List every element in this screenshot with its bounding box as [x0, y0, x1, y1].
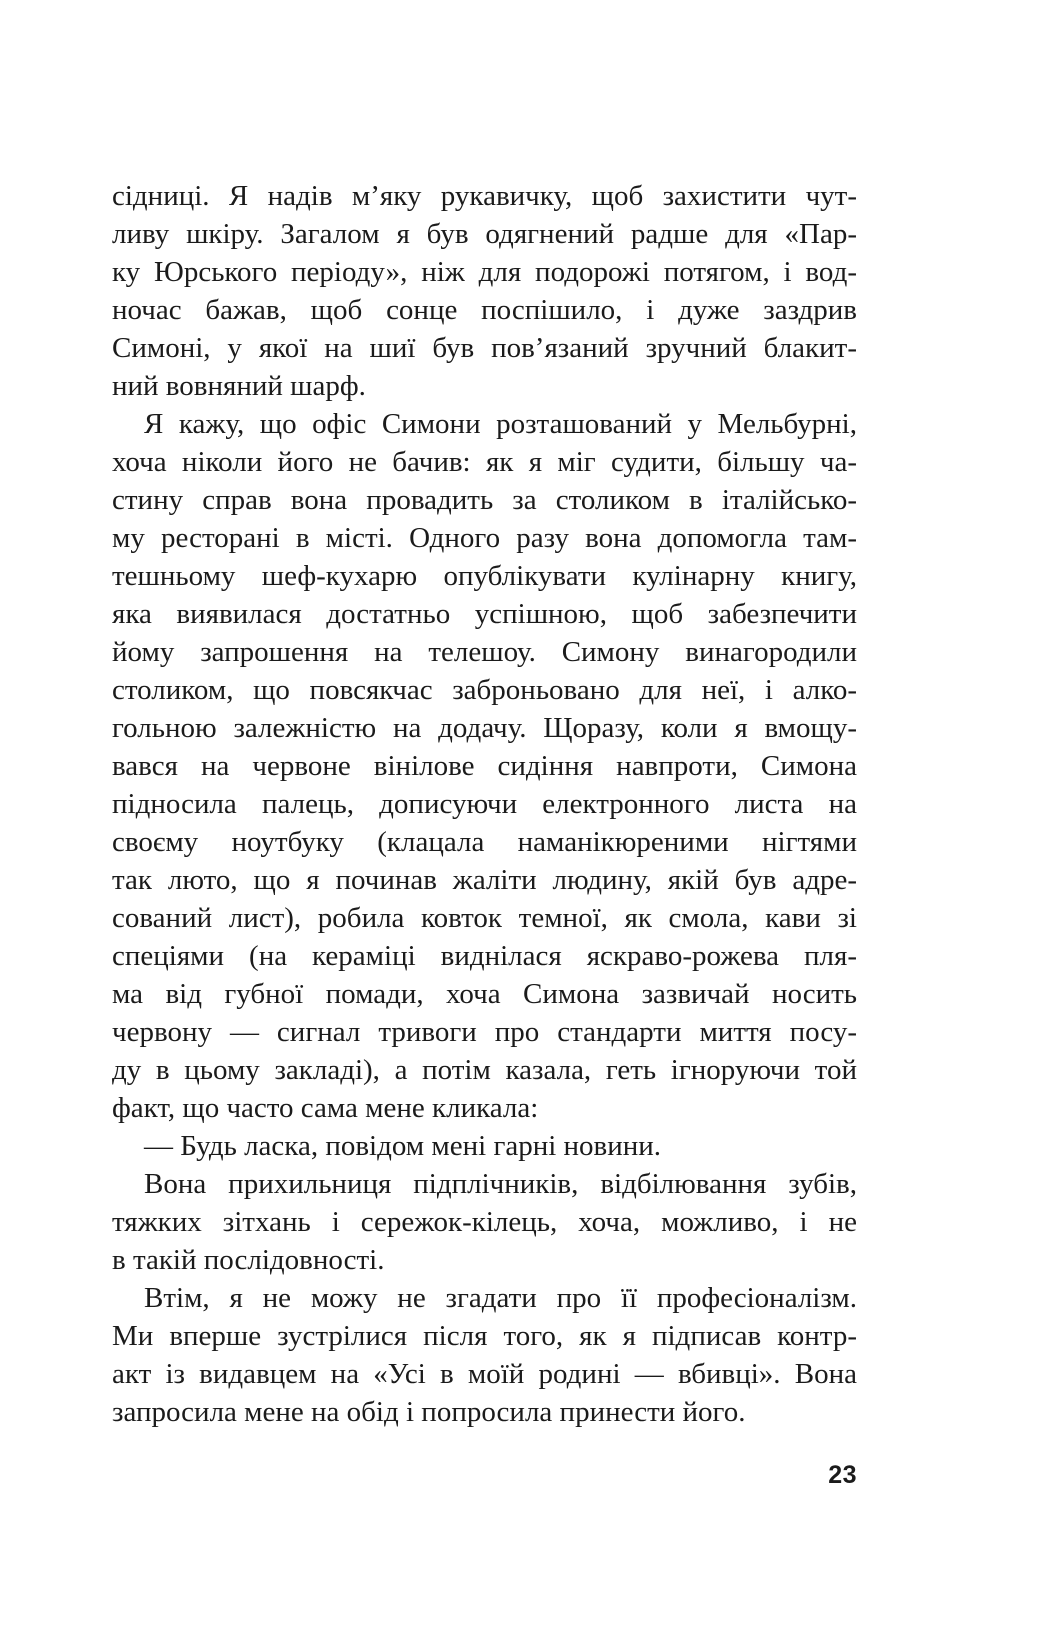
paragraph-5 — [112, 1279, 857, 1431]
text-line: сований лист), робила ковток темної, як смола, кави зі — [112, 902, 857, 934]
text-line: сідниці. Я надів м’яку рукавичку, щоб захистити чут- — [112, 180, 857, 212]
text-line: хоча ніколи його не бачив: як я міг судити, більшу ча- — [112, 446, 857, 478]
paragraph-2 — [112, 405, 857, 1127]
paragraph-1 — [112, 177, 857, 405]
text-line: запросила мене на обід і попросила принести його. — [112, 1396, 746, 1428]
text-line: акт із видавцем на «Усі в моїй родині — вбивці». Вона — [112, 1358, 857, 1390]
text-line: підносила палець, дописуючи електронного листа на — [112, 788, 857, 820]
text-line: Вона прихильниця підплічників, відбілювання зубів, — [144, 1168, 857, 1200]
text-line: в такій послідовності. — [112, 1244, 385, 1276]
text-line: тешньому шеф-кухарю опублікувати кулінарну книгу, — [112, 560, 857, 592]
text-line: Симоні, у якої на шиї був пов’язаний зручний блакит- — [112, 332, 857, 364]
text-line: ма від губної помади, хоча Симона зазвичай носить — [112, 978, 857, 1010]
text-line: Ми вперше зустрілися після того, як я підписав контр- — [112, 1320, 857, 1352]
text-line: факт, що часто сама мене кликала: — [112, 1092, 539, 1124]
text-line: ку Юрського періоду», ніж для подорожі потягом, і вод- — [112, 256, 857, 288]
text-line: спеціями (на кераміці виднілася яскраво-рожева пля- — [112, 940, 857, 972]
text-line: ночас бажав, щоб сонце поспішило, і дуже заздрив — [112, 294, 857, 326]
paragraph-3-dialogue — [112, 1127, 857, 1165]
text-line: Я кажу, що офіс Симони розташований у Мельбурні, — [144, 408, 857, 440]
paragraph-4 — [112, 1165, 857, 1279]
text-line: гольною залежністю на додачу. Щоразу, коли я вмощу- — [112, 712, 857, 744]
text-line: столиком, що повсякчас заброньовано для неї, і алко- — [112, 674, 857, 706]
text-line: тяжких зітхань і сережок-кілець, хоча, можливо, і не — [112, 1206, 857, 1238]
text-line: яка виявилася достатньо успішною, щоб забезпечити — [112, 598, 857, 630]
text-line: — Будь ласка, повідом мені гарні новини. — [144, 1130, 662, 1162]
text-line: йому запрошення на телешоу. Симону винагородили — [112, 636, 857, 668]
text-line: му ресторані в місті. Одного разу вона допомогла там- — [112, 522, 857, 554]
text-line: Втім, я не можу не згадати про її професіоналізм. — [144, 1282, 857, 1314]
text-line: так люто, що я починав жаліти людину, якій був адре- — [112, 864, 857, 896]
page-number: 23 — [828, 1461, 857, 1489]
text-line: ду в цьому закладі), а потім казала, геть ігноруючи той — [112, 1054, 857, 1086]
text-line: своєму ноутбуку (клацала наманікюреними нігтями — [112, 826, 857, 858]
text-line: ливу шкіру. Загалом я був одягнений радше для «Пар- — [112, 218, 857, 250]
text-line: вався на червоне вінілове сидіння навпроти, Симона — [112, 750, 857, 782]
text-line: червону — сигнал тривоги про стандарти миття посу- — [112, 1016, 857, 1048]
page-text — [112, 177, 857, 1431]
text-line: ний вовняний шарф. — [112, 370, 366, 402]
text-line: стину справ вона провадить за столиком в італійсько- — [112, 484, 857, 516]
